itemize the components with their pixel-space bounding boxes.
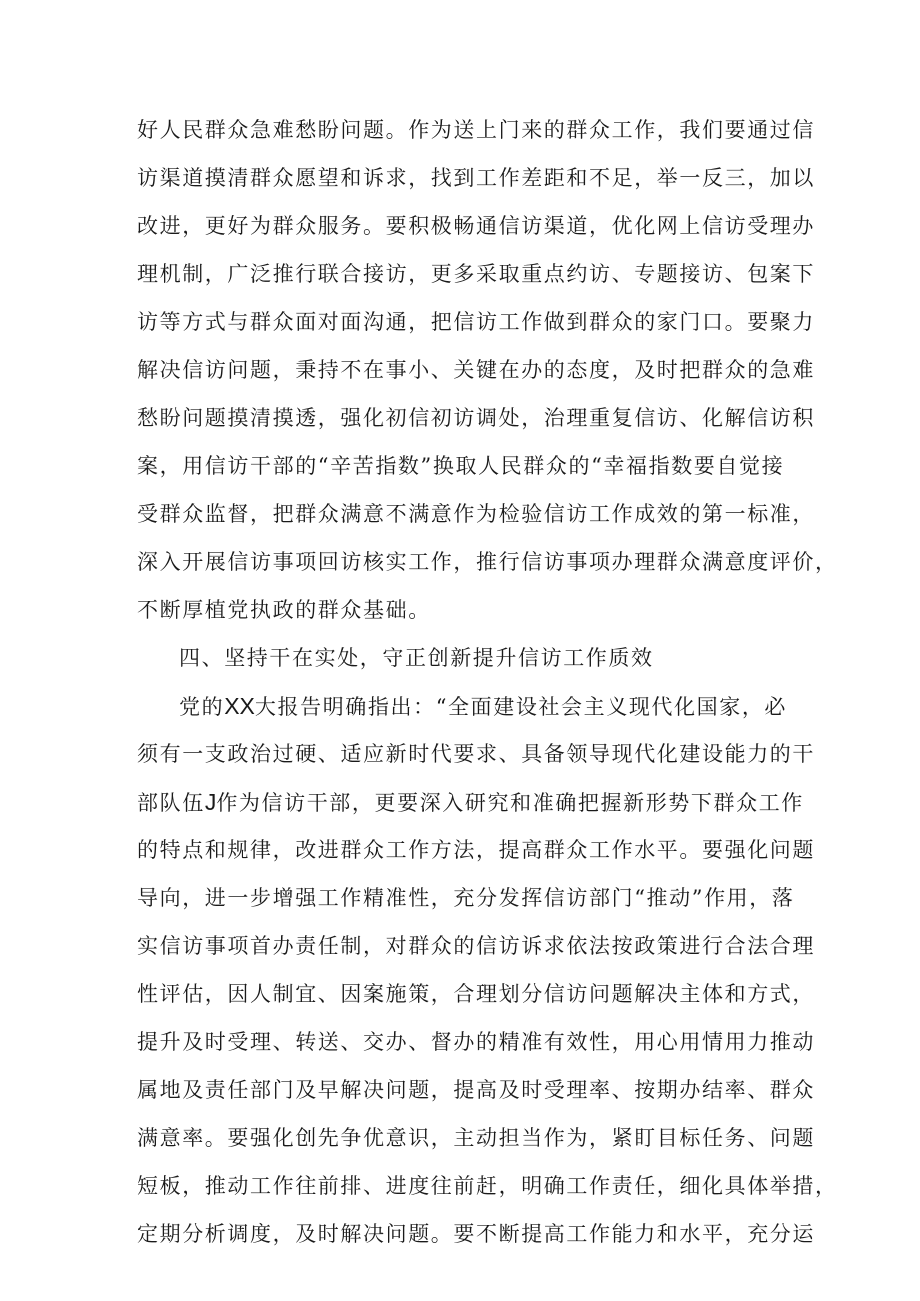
paragraph-1-line: 深入开展信访事项回访核实工作，推行信访事项办理群众满意度评价， xyxy=(137,550,838,574)
text-run: 作为信访干部，更要深入研究和准确把握新形势下群众工作 xyxy=(216,791,804,815)
paragraph-1-line: 不断厚植党执政的群众基础。 xyxy=(137,598,431,622)
paragraph-1-line: 改进，更好为群众服务。要积极畅通信访渠道，优化网上信访受理办 xyxy=(137,214,815,238)
paragraph-2-line: 提升及时受理、转送、交办、督办的精准有效性，用心用情用力推动 xyxy=(137,1030,815,1054)
text-run: 党的 xyxy=(179,695,225,719)
text-run: XX xyxy=(224,693,255,719)
paragraph-1-line: 好人民群众急难愁盼问题。作为送上门来的群众工作，我们要通过信 xyxy=(137,118,815,142)
paragraph-2-line xyxy=(137,784,804,820)
paragraph-1-line: 受群众监督，把群众满意不满意作为检验信访工作成效的第一标准， xyxy=(137,502,815,526)
section-heading: 四、坚持干在实处，守正创新提升信访工作质效 xyxy=(179,646,654,670)
text-run: 大报告明确指出：“全面建设社会主义现代化国家，必 xyxy=(254,695,788,719)
text-run: 部队伍 xyxy=(137,791,205,815)
paragraph-1-line: 访等方式与群众面对面沟通，把信访工作做到群众的家门口。要聚力 xyxy=(137,310,815,334)
paragraph-1-line: 解决信访问题，秉持不在事小、关键在办的态度，及时把群众的急难 xyxy=(137,358,815,382)
paragraph-2-line: 实信访事项首办责任制，对群众的信访诉求依法按政策进行合法合理 xyxy=(137,934,815,958)
paragraph-1-line: 访渠道摸清群众愿望和诉求，找到工作差距和不足，举一反三，加以 xyxy=(137,166,815,190)
paragraph-2-line: 导向，进一步增强工作精准性，充分发挥信访部门“推动”作用，落 xyxy=(137,886,795,910)
paragraph-2-line xyxy=(179,688,787,724)
paragraph-1-line: 案，用信访干部的“辛苦指数”换取人民群众的“幸福指数要自觉接 xyxy=(137,454,785,478)
paragraph-1-line: 理机制，广泛推行联合接访，更多采取重点约访、专题接访、包案下 xyxy=(137,262,815,286)
paragraph-2-line: 须有一支政治过硬、适应新时代要求、具备领导现代化建设能力的干 xyxy=(137,742,815,766)
paragraph-2-line: 性评估，因人制宜、因案施策，合理划分信访问题解决主体和方式， xyxy=(137,982,815,1006)
paragraph-2-line: 短板，推动工作往前排、进度往前赶，明确工作责任，细化具体举措， xyxy=(137,1174,838,1198)
paragraph-2-line: 属地及责任部门及早解决问题，提高及时受理率、按期办结率、群众 xyxy=(137,1078,815,1102)
paragraph-2-line: 的特点和规律，改进群众工作方法，提高群众工作水平。要强化问题 xyxy=(137,838,815,862)
text-run: J xyxy=(204,789,217,815)
paragraph-1-line: 愁盼问题摸清摸透，强化初信初访调处，治理重复信访、化解信访积 xyxy=(137,406,815,430)
paragraph-2-line: 满意率。要强化创先争优意识，主动担当作为，紧盯目标任务、问题 xyxy=(137,1126,815,1150)
paragraph-2-line: 定期分析调度，及时解决问题。要不断提高工作能力和水平，充分运 xyxy=(137,1222,815,1246)
